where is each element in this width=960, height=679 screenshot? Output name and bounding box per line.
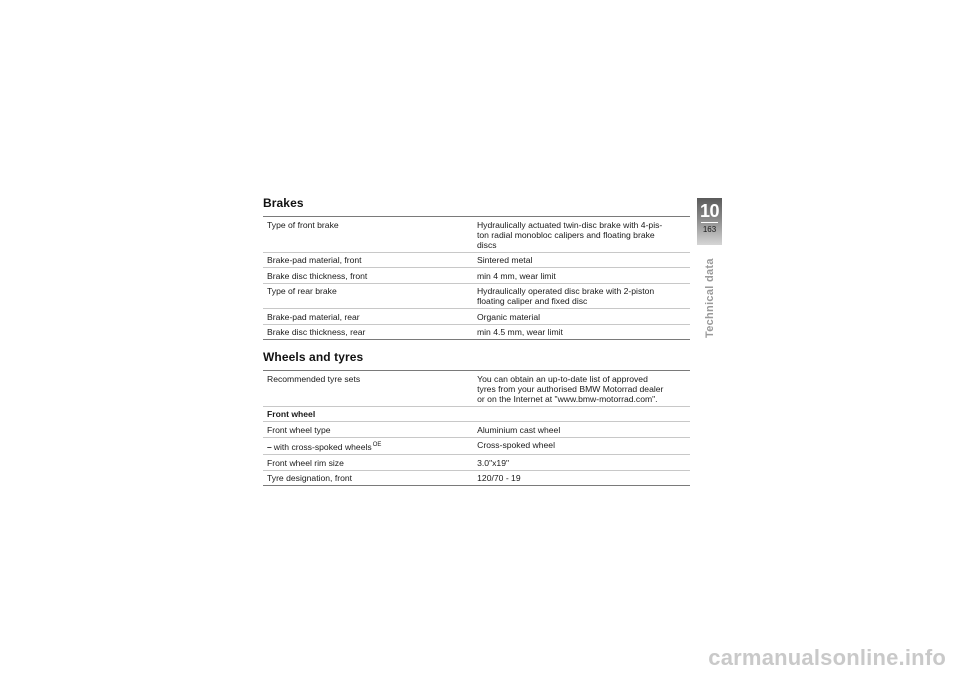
table-row [263, 283, 690, 309]
recommended-value-text: You can obtain an up-to-date list of approved tyres from your authorised BMW Motorrad dealer or on the Internet at "www.bmw-motorrad.com". [477, 373, 664, 404]
table-row [263, 422, 690, 438]
chapter-number: 10 [699, 201, 720, 221]
table-row [263, 217, 690, 253]
row-value: min 4.5 mm, wear limit [476, 327, 563, 337]
front-wheel-heading: Front wheel [267, 409, 316, 419]
row-value: Sintered metal [476, 255, 533, 265]
row-label: Type of front brake [267, 219, 339, 230]
row-label: Front wheel type [267, 424, 331, 435]
wheels-table [263, 370, 690, 486]
row-value: Aluminium cast wheel [477, 424, 561, 435]
option-label: with cross-spoked wheels [273, 442, 372, 452]
chapter-tab [697, 198, 722, 245]
page-content [263, 196, 690, 496]
row-label: Type of rear brake [267, 286, 337, 296]
wheels-title: Wheels and tyres [263, 350, 364, 364]
table-row [263, 268, 690, 284]
row-value: Hydraulically operated disc brake with 2-piston floating caliper and fixed disc [476, 286, 655, 306]
row-label: Brake-pad material, rear [267, 311, 360, 322]
brakes-table [263, 216, 690, 340]
dash-marker: – [267, 442, 272, 452]
table-row [263, 324, 690, 340]
table-row [263, 470, 690, 486]
row-value: Hydraulically actuated twin-disc brake with 4-pis- ton radial monobloc calipers and floating brake discs [476, 219, 663, 250]
row-label: Tyre designation, front [267, 473, 353, 483]
chapter-divider [701, 222, 718, 223]
row-label: Brake disc thickness, rear [267, 327, 366, 337]
oe-superscript: OE [372, 442, 382, 448]
row-value: 120/70 - 19 [477, 473, 521, 483]
row-label-option [263, 437, 471, 455]
watermark: carmanualsonline.info [708, 645, 946, 670]
page-number: 163 [702, 225, 717, 234]
table-row [263, 437, 690, 455]
front-wheel-heading-row [263, 406, 690, 422]
row-value [471, 371, 690, 407]
table-row [263, 371, 690, 407]
brakes-section [263, 196, 690, 340]
row-value: Cross-spoked wheel [477, 440, 555, 450]
row-label: Recommended tyre sets [267, 373, 361, 384]
chapter-name-vertical: Technical data [704, 258, 716, 338]
row-value: 3.0"x19" [477, 457, 510, 468]
table-row [263, 252, 690, 268]
row-label: Brake disc thickness, front [267, 270, 368, 281]
table-row [263, 309, 690, 325]
row-label: Brake-pad material, front [267, 255, 362, 265]
brakes-title: Brakes [263, 196, 304, 210]
row-value: min 4 mm, wear limit [476, 270, 556, 281]
row-value: Organic material [476, 311, 541, 322]
table-row [263, 455, 690, 471]
row-label: Front wheel rim size [267, 457, 344, 468]
wheels-section [263, 350, 690, 486]
